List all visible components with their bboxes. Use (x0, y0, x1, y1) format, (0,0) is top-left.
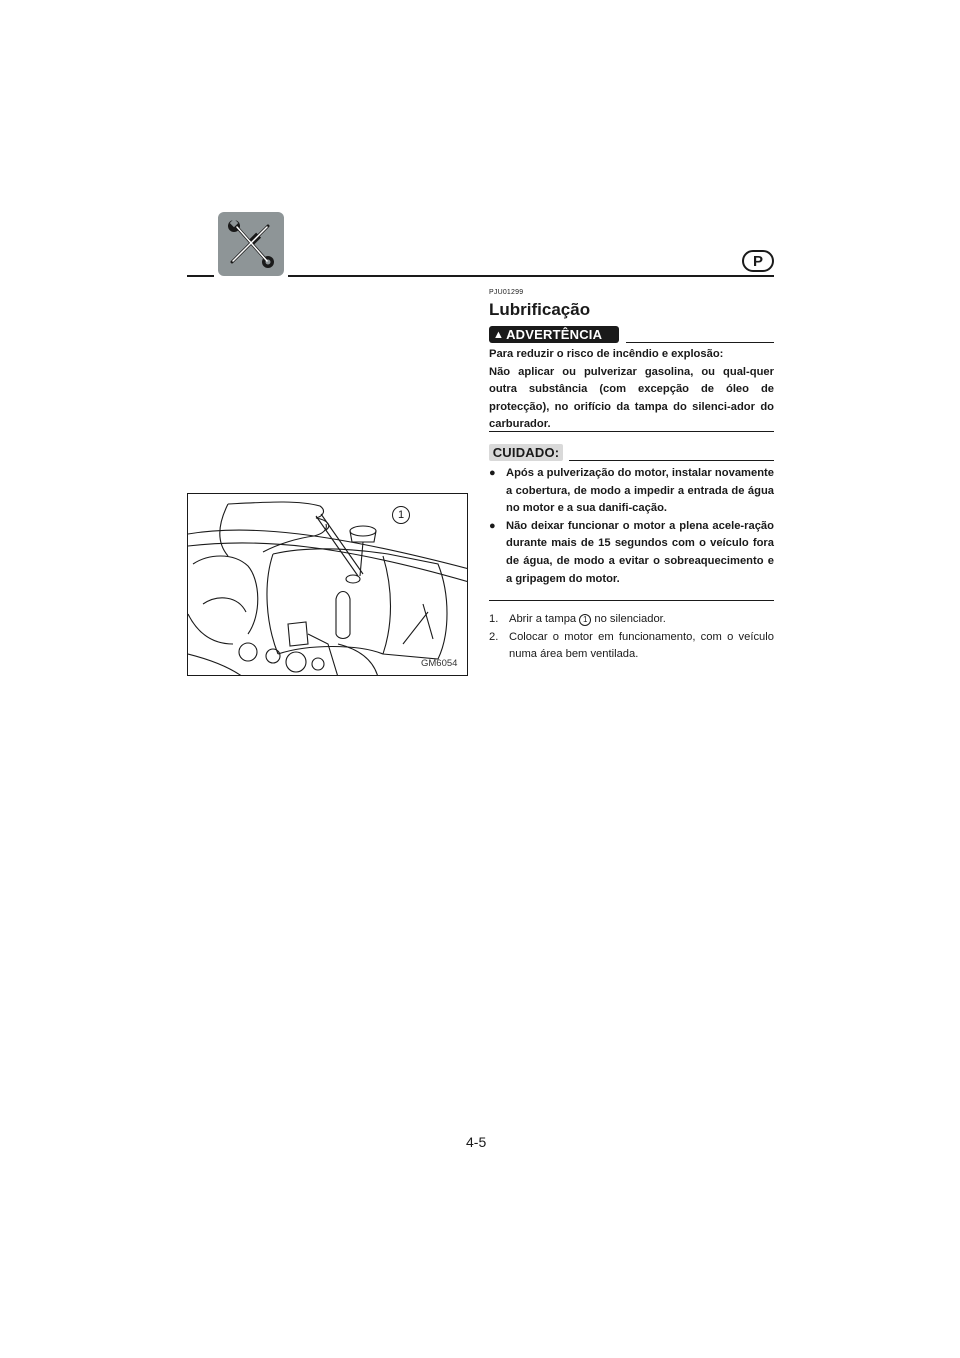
section-title: Lubrificação (489, 300, 591, 319)
warning-text (489, 346, 774, 434)
warning-label (489, 326, 619, 343)
warning-line: Para reduzir o risco de incêndio e explosão: (489, 348, 724, 360)
section-icon-box (218, 212, 284, 276)
warning-label-text: ADVERTÊNCIA (506, 327, 603, 342)
header-rule-left (187, 275, 214, 277)
tools-wrench-icon (218, 212, 284, 276)
warning-end-rule (489, 431, 774, 432)
warning-header (489, 326, 774, 344)
step-item (489, 629, 774, 664)
bullet-icon: ● (489, 467, 496, 479)
step-text: Abrir a tampa (509, 613, 577, 625)
header-rule-right (288, 275, 774, 277)
warning-rule (626, 342, 774, 343)
caution-item (489, 465, 774, 518)
language-badge: P (742, 250, 774, 272)
bullet-icon: ● (489, 519, 496, 532)
caution-list (489, 465, 774, 588)
step-number: 1. (489, 613, 499, 625)
step-text: no silenciador. (594, 613, 666, 625)
warning-line: Não aplicar ou pulverizar gasolina, ou qual-quer outra substância (com excepção de óleo de protecção), no orifício da tampa do silenci-ador do carburador. (489, 365, 774, 431)
caution-rule (569, 460, 774, 461)
caution-item-text: Não deixar funcionar o motor a plena acele-ração durante mais de 15 segundos com o veículo fora de água, de modo a evitar o sobreaquecimento e a gripagem do motor. (506, 519, 774, 585)
section-code: PJU01299 (489, 289, 524, 296)
caution-end-rule (489, 600, 774, 601)
figure-code: GM6054 (421, 658, 458, 669)
caution-item (489, 518, 774, 588)
page-number: 4-5 (466, 1134, 487, 1150)
step-item (489, 611, 774, 629)
figure-callout: 1 (392, 506, 410, 524)
step-number: 2. (489, 630, 499, 643)
step-ref-marker: 1 (579, 614, 591, 626)
caution-item-text: Após a pulverização do motor, instalar novamente a cobertura, de modo a impedir a entrada de água no motor e a sua danifi-cação. (506, 467, 774, 515)
caution-label: CUIDADO: (489, 444, 563, 461)
engine-drawing (188, 494, 468, 676)
engine-illustration (187, 493, 468, 676)
step-text: Colocar o motor em funcionamento, com o veículo numa área bem ventilada. (509, 630, 774, 661)
caution-header (489, 444, 774, 462)
steps-list (489, 611, 774, 664)
warning-triangle-icon: ▲ (493, 328, 505, 341)
